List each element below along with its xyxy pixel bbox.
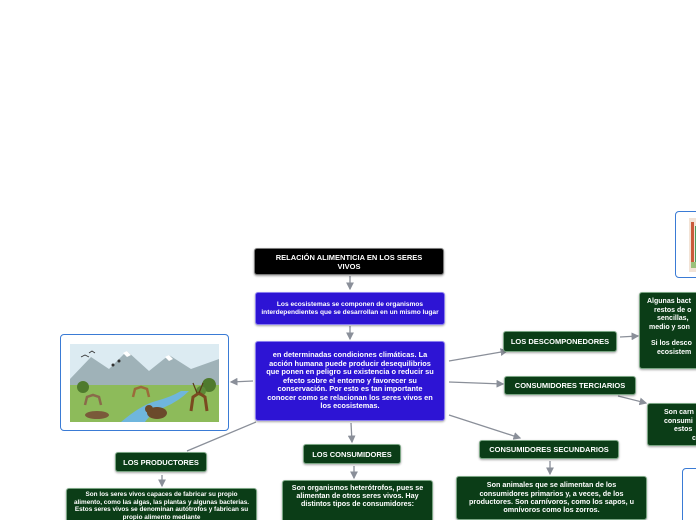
decomposers-desc-line-1: Algunas bact [647,298,691,305]
decomposers-desc-line-3: sencillas, [657,315,689,322]
decomposers-desc-node[interactable] [639,292,696,369]
ecosystem-illustration [61,335,228,430]
decomposers-text: LOS DESCOMPONEDORES [510,337,610,346]
conditions-text: en determinadas condiciones climáticas. La acción humana puede producir desequilibrios que ponen en peligro su existencia o reducir su efecto sobre el entorno y favorecer su conservación. Por esto es tan importante conocer como se relacionan los seres vivos en los ecosistemas. [266,349,434,411]
tertiary-desc-line-2: consumi [664,417,693,425]
consumers-desc-text: Son organismos heterótrofos, pues se alimentan de otros seres vivos. Hay distintos tipos de consumidores: [291,483,424,509]
decomposers-desc-line-5: Si los desco [651,340,692,347]
secondary-desc-node[interactable] [456,476,647,520]
link-conditions-decomposers [449,351,507,361]
link-decomposers-desc [620,336,638,337]
decomposers-image-frame[interactable] [675,211,696,278]
root-topic[interactable] [254,248,444,275]
link-conditions-image [231,381,253,382]
decomposers-node[interactable] [503,331,617,352]
producers-text: LOS PRODUCTORES [123,457,199,467]
decomposers-desc-line-4: medio y son [649,323,690,331]
decomposers-desc-line-6: ecosistem [657,348,692,356]
link-conditions-consumers [351,423,352,442]
tertiary-node[interactable] [504,376,636,395]
decomposers-desc-line-2: restos de o [654,306,692,314]
producers-desc-node[interactable] [66,488,257,520]
link-tertiary-desc [618,396,646,403]
root-topic-text: RELACIÓN ALIMENTICIA EN LOS SERES VIVOS [275,252,423,271]
ecosystems-text: Los ecosistemas se componen de organismos interdependientes que se desarrollan en un mismo lugar [261,300,439,316]
tertiary-desc-line-4: c [692,434,696,442]
link-conditions-tertiary [449,382,503,384]
producers-node[interactable] [115,452,207,472]
secondary-node[interactable] [479,440,619,459]
tertiary-text: CONSUMIDORES TERCIARIOS [514,381,626,390]
tertiary-desc-line-3: estos [674,426,693,433]
ecosystem-image-frame[interactable] [60,334,229,431]
secondary-image-frame[interactable] [682,468,696,520]
ecosystems-node[interactable] [255,292,445,325]
consumers-node[interactable] [303,444,401,464]
consumers-text: LOS CONSUMIDORES [312,449,392,459]
link-conditions-secondary [449,415,520,438]
tertiary-desc-line-1: Son carn [664,409,694,416]
secondary-desc-text: Son animales que se alimentan de los consumidores primarios y, a veces, de los productores. Son carnívoros, como los sapos, u omnívoros como los zorros. [469,480,634,515]
tertiary-desc-node[interactable] [647,403,696,446]
decomposers-illustration [676,212,696,277]
conditions-node[interactable] [255,341,445,421]
producers-desc-text: Son los seres vivos capaces de fabricar su propio alimento, como las algas, las plantas y algunas bacterias. Estos seres vivos se denominan autótrofos y fabrican su propio alimento mediante [73,491,250,520]
secondary-text: CONSUMIDORES SECUNDARIOS [489,445,609,454]
consumers-desc-node[interactable] [282,480,433,520]
